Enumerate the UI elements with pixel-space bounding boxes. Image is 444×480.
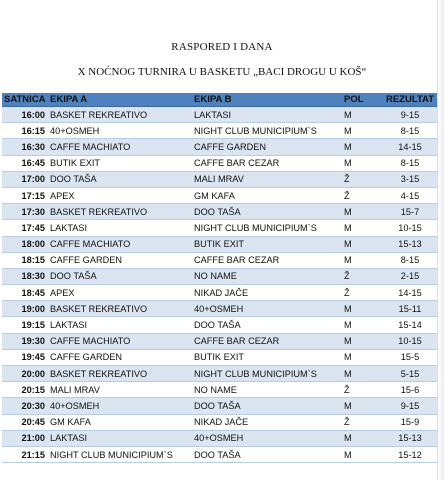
team-b: CAFFE BAR CEZAR [192, 252, 338, 268]
match-gender: M [338, 366, 382, 382]
table-row [2, 123, 438, 139]
table-row [2, 171, 438, 187]
team-b: DOO TAŠA [192, 446, 338, 462]
table-row [2, 301, 438, 317]
table-row [2, 382, 438, 398]
team-a: 40+OSMEH [48, 123, 192, 139]
document-title: RASPORED I DANA [171, 41, 273, 53]
match-gender: M [338, 317, 382, 333]
team-b: MALI MRAV [192, 171, 338, 187]
match-time: 17:30 [2, 204, 48, 220]
team-b: NIKAD JAČE [192, 285, 338, 301]
team-a: APEX [48, 187, 192, 203]
team-b: NIGHT CLUB MUNICIPIUM`S [192, 220, 338, 236]
team-a: BASKET REKREATIVO [48, 107, 192, 123]
match-result: 15-7 [382, 204, 438, 220]
match-result: 4-15 [382, 187, 438, 203]
table-row [2, 187, 438, 203]
match-time: 17:15 [2, 187, 48, 203]
match-gender: M [338, 252, 382, 268]
match-time: 20:00 [2, 366, 48, 382]
team-a: MALI MRAV [48, 382, 192, 398]
team-b: DOO TAŠA [192, 204, 338, 220]
match-gender: M [338, 123, 382, 139]
table-header-row [2, 93, 438, 107]
team-a: NIGHT CLUB MUNICIPIUM`S [48, 446, 192, 462]
team-b: CAFFE BAR CEZAR [192, 155, 338, 171]
team-a: CAFFE GARDEN [48, 349, 192, 365]
page-edge [437, 0, 444, 480]
match-result: 15-14 [382, 317, 438, 333]
table-row [2, 220, 438, 236]
team-b: GM KAFA [192, 187, 338, 203]
match-time: 17:45 [2, 220, 48, 236]
team-b: 40+OSMEH [192, 301, 338, 317]
match-gender: Ž [338, 268, 382, 284]
match-gender: M [338, 398, 382, 414]
match-gender: M [338, 155, 382, 171]
match-time: 16:45 [2, 155, 48, 171]
table-row [2, 398, 438, 414]
team-a: CAFFE MACHIATO [48, 333, 192, 349]
match-gender: M [338, 349, 382, 365]
team-b: NIKAD JAČE [192, 414, 338, 430]
header-ekipa-b: EKIPA B [192, 93, 338, 107]
match-result: 3-15 [382, 171, 438, 187]
match-gender: M [338, 333, 382, 349]
table-row [2, 333, 438, 349]
header-rezultat: REZULTAT [382, 93, 438, 107]
match-time: 16:15 [2, 123, 48, 139]
table-row [2, 446, 438, 462]
table-row [2, 430, 438, 446]
match-result: 14-15 [382, 285, 438, 301]
match-time: 19:00 [2, 301, 48, 317]
match-gender: M [338, 301, 382, 317]
team-b: DOO TAŠA [192, 398, 338, 414]
team-a: DOO TAŠA [48, 171, 192, 187]
team-a: BASKET REKREATIVO [48, 204, 192, 220]
table-row [2, 252, 438, 268]
match-time: 21:15 [2, 446, 48, 462]
match-time: 16:00 [2, 107, 48, 123]
team-a: BASKET REKREATIVO [48, 366, 192, 382]
header-ekipa-a: EKIPA A [48, 93, 192, 107]
team-a: GM KAFA [48, 414, 192, 430]
match-result: 10-15 [382, 220, 438, 236]
table-row [2, 204, 438, 220]
match-result: 15-11 [382, 301, 438, 317]
schedule-table [2, 93, 438, 463]
match-time: 19:15 [2, 317, 48, 333]
match-result: 15-13 [382, 430, 438, 446]
match-time: 20:15 [2, 382, 48, 398]
match-time: 20:30 [2, 398, 48, 414]
table-row [2, 414, 438, 430]
team-a: CAFFE MACHIATO [48, 236, 192, 252]
match-result: 10-15 [382, 333, 438, 349]
table-row [2, 236, 438, 252]
match-gender: Ž [338, 171, 382, 187]
match-time: 20:45 [2, 414, 48, 430]
match-gender: M [338, 107, 382, 123]
team-b: DOO TAŠA [192, 317, 338, 333]
team-b: NO NAME [192, 268, 338, 284]
document-subtitle: X NOĆNOG TURNIRA U BASKETU „BACI DROGU U KOŠ“ [77, 66, 367, 78]
match-result: 2-15 [382, 268, 438, 284]
table-row [2, 366, 438, 382]
team-b: LAKTASI [192, 107, 338, 123]
match-time: 18:30 [2, 268, 48, 284]
match-result: 15-9 [382, 414, 438, 430]
match-result: 8-15 [382, 123, 438, 139]
match-gender: M [338, 446, 382, 462]
match-gender: M [338, 236, 382, 252]
header-pol: POL [338, 93, 382, 107]
table-row [2, 139, 438, 155]
match-gender: Ž [338, 285, 382, 301]
match-result: 9-15 [382, 398, 438, 414]
match-gender: Ž [338, 187, 382, 203]
team-b: 40+OSMEH [192, 430, 338, 446]
match-gender: M [338, 204, 382, 220]
match-result: 8-15 [382, 252, 438, 268]
team-a: 40+OSMEH [48, 398, 192, 414]
match-result: 15-13 [382, 236, 438, 252]
match-time: 21:00 [2, 430, 48, 446]
table-row [2, 285, 438, 301]
team-a: CAFFE GARDEN [48, 252, 192, 268]
table-row [2, 317, 438, 333]
team-a: LAKTASI [48, 317, 192, 333]
match-time: 19:30 [2, 333, 48, 349]
team-a: DOO TAŠA [48, 268, 192, 284]
match-result: 5-15 [382, 366, 438, 382]
match-time: 18:15 [2, 252, 48, 268]
match-gender: Ž [338, 414, 382, 430]
team-b: BUTIK EXIT [192, 349, 338, 365]
match-time: 18:45 [2, 285, 48, 301]
table-row [2, 107, 438, 123]
match-gender: M [338, 430, 382, 446]
team-a: CAFFE MACHIATO [48, 139, 192, 155]
table-row [2, 349, 438, 365]
match-result: 15-5 [382, 349, 438, 365]
match-gender: Ž [338, 382, 382, 398]
team-b: CAFFE GARDEN [192, 139, 338, 155]
schedule-body [2, 107, 438, 463]
match-result: 8-15 [382, 155, 438, 171]
match-time: 19:45 [2, 349, 48, 365]
match-time: 18:00 [2, 236, 48, 252]
match-result: 15-6 [382, 382, 438, 398]
header-satnica: SATNICA [2, 93, 48, 107]
match-gender: M [338, 139, 382, 155]
match-time: 17:00 [2, 171, 48, 187]
team-a: BASKET REKREATIVO [48, 301, 192, 317]
team-a: LAKTASI [48, 220, 192, 236]
team-b: NO NAME [192, 382, 338, 398]
team-a: APEX [48, 285, 192, 301]
team-b: NIGHT CLUB MUNICIPIUM`S [192, 123, 338, 139]
match-result: 14-15 [382, 139, 438, 155]
team-a: BUTIK EXIT [48, 155, 192, 171]
table-row [2, 268, 438, 284]
team-b: CAFFE BAR CEZAR [192, 333, 338, 349]
match-time: 16:30 [2, 139, 48, 155]
team-b: NIGHT CLUB MUNICIPIUM`S [192, 366, 338, 382]
match-result: 15-12 [382, 446, 438, 462]
match-gender: M [338, 220, 382, 236]
team-a: LAKTASI [48, 430, 192, 446]
match-result: 9-15 [382, 107, 438, 123]
table-row [2, 155, 438, 171]
team-b: BUTIK EXIT [192, 236, 338, 252]
